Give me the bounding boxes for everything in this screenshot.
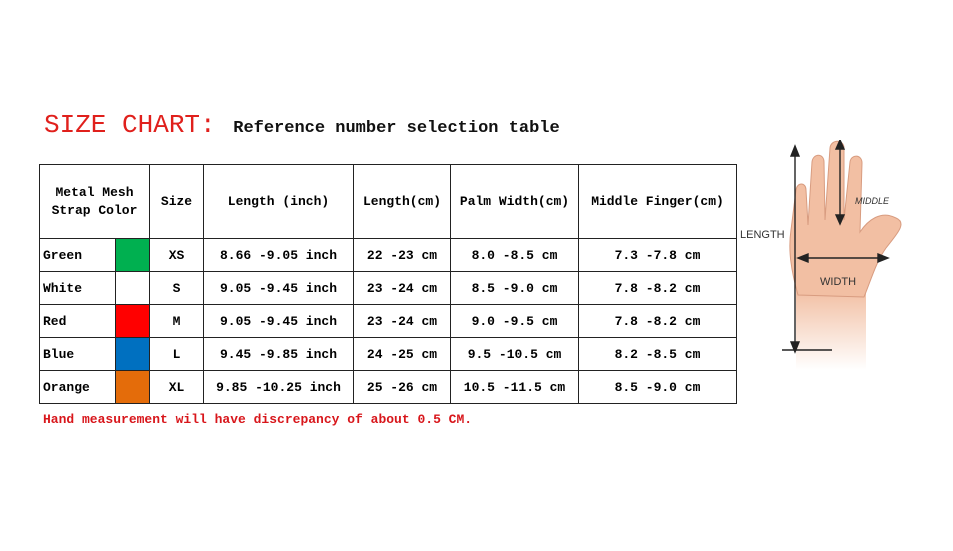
middle-finger-cell: 7.8 -8.2 cm (579, 305, 737, 338)
table-row (40, 239, 737, 272)
length-cm-cell: 24 -25 cm (354, 338, 451, 371)
header-length-inch: Length (inch) (204, 165, 354, 239)
header-row (40, 165, 737, 239)
middle-finger-cell: 7.3 -7.8 cm (579, 239, 737, 272)
color-name: Green (40, 239, 116, 272)
title-sub: Reference number selection table (233, 119, 560, 138)
palm-width-cell: 9.5 -10.5 cm (451, 338, 579, 371)
discrepancy-note: Hand measurement will have discrepancy of about 0.5 CM. (43, 412, 473, 427)
color-name: White (40, 272, 116, 305)
palm-width-cell: 8.0 -8.5 cm (451, 239, 579, 272)
palm-width-cell: 9.0 -9.5 cm (451, 305, 579, 338)
palm-width-cell: 10.5 -11.5 cm (451, 371, 579, 404)
length-cm-cell: 23 -24 cm (354, 305, 451, 338)
color-swatch (116, 272, 150, 305)
middle-finger-cell: 8.5 -9.0 cm (579, 371, 737, 404)
size-cell: XS (150, 239, 204, 272)
table-row (40, 305, 737, 338)
size-cell: M (150, 305, 204, 338)
color-swatch (116, 338, 150, 371)
header-strap-color (40, 165, 150, 239)
middle-finger-cell: 8.2 -8.5 cm (579, 338, 737, 371)
color-name: Orange (40, 371, 116, 404)
color-swatch (116, 371, 150, 404)
size-cell: S (150, 272, 204, 305)
length-inch-cell: 9.45 -9.85 inch (204, 338, 354, 371)
color-name: Blue (40, 338, 116, 371)
table-row (40, 371, 737, 404)
color-name: Red (40, 305, 116, 338)
size-cell: L (150, 338, 204, 371)
size-chart-title (44, 110, 560, 140)
header-palm-width: Palm Width(cm) (451, 165, 579, 239)
header-middle-finger: Middle Finger(cm) (579, 165, 737, 239)
length-inch-cell: 9.05 -9.45 inch (204, 272, 354, 305)
header-length-cm: Length(cm) (354, 165, 451, 239)
color-swatch (116, 305, 150, 338)
length-inch-cell: 8.66 -9.05 inch (204, 239, 354, 272)
table-row (40, 338, 737, 371)
title-main: SIZE CHART: (44, 110, 216, 140)
hand-measurement-diagram (736, 140, 926, 370)
width-label: WIDTH (820, 276, 857, 288)
length-inch-cell: 9.05 -9.45 inch (204, 305, 354, 338)
length-cm-cell: 23 -24 cm (354, 272, 451, 305)
middle-finger-cell: 7.8 -8.2 cm (579, 272, 737, 305)
length-label: LENGTH (740, 229, 785, 241)
size-table (39, 164, 737, 404)
size-cell: XL (150, 371, 204, 404)
middle-label: MIDDLE (855, 196, 890, 206)
header-strap-color-line2: Strap Color (51, 202, 138, 218)
table-row (40, 272, 737, 305)
length-cm-cell: 22 -23 cm (354, 239, 451, 272)
length-inch-cell: 9.85 -10.25 inch (204, 371, 354, 404)
length-cm-cell: 25 -26 cm (354, 371, 451, 404)
header-size: Size (150, 165, 204, 239)
color-swatch (116, 239, 150, 272)
palm-width-cell: 8.5 -9.0 cm (451, 272, 579, 305)
header-strap-color-line1: Metal Mesh (55, 184, 134, 200)
